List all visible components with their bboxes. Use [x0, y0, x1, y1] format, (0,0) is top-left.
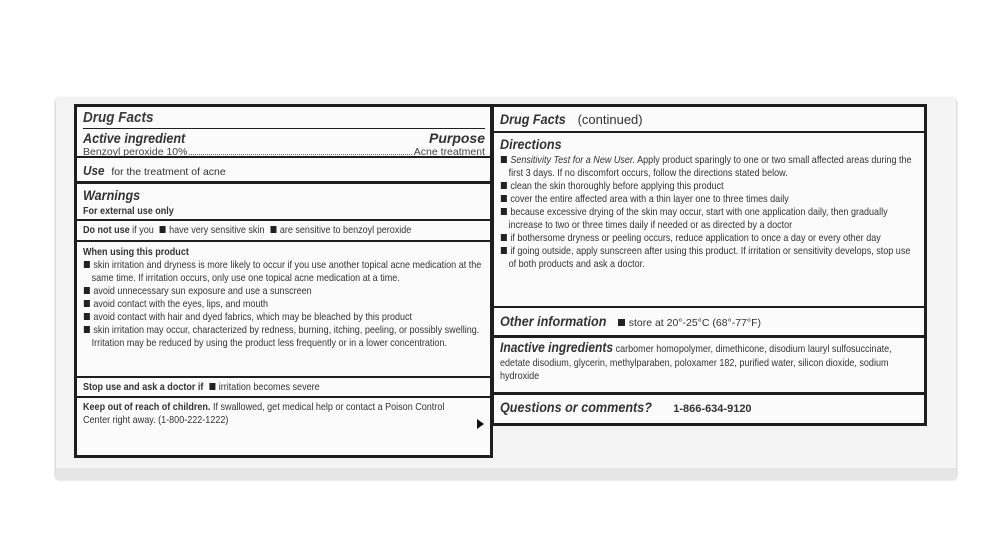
list-item: Sensitivity Test for a New User. Apply product sparingly to one or two small affected areas during the first 3 days. If no discomfort occurs, follow the directions stated below.	[500, 154, 918, 180]
do-not-use-section	[77, 221, 490, 242]
ingredient-purpose: Acne treatment	[413, 146, 485, 158]
keep-out-section	[77, 398, 490, 434]
list-item: avoid contact with the eyes, lips, and mouth	[83, 298, 484, 311]
list-item: skin irritation may occur, characterized by redness, burning, itching, peeling, or possibly swelling. Irritation may be reduced by using the product less frequently or in a lower concentration.	[83, 324, 484, 350]
ingredient-row	[83, 146, 485, 158]
bullet-icon	[501, 247, 507, 254]
list-item: skin irritation and dryness is more likely to occur if you use another topical acne medication at the same time. If irritation occurs, only use one topical acne medication at a time.	[83, 259, 484, 285]
use-text: for the treatment of acne	[111, 166, 226, 178]
bullet-icon	[501, 182, 507, 189]
drug-facts-continued-header	[494, 107, 924, 133]
purpose-heading: Purpose	[428, 130, 485, 146]
carton-bottom-edge	[56, 468, 956, 480]
bullet-icon	[618, 319, 625, 326]
other-information-section	[494, 308, 924, 338]
warnings-section	[77, 184, 490, 221]
stop-use-section	[77, 378, 490, 398]
when-using-heading: When using this product	[83, 246, 189, 258]
bullet-icon	[84, 326, 90, 333]
warnings-heading: Warnings	[83, 187, 141, 203]
do-not-use-label: Do not use	[83, 224, 130, 236]
keep-out-label: Keep out of reach of children.	[83, 401, 211, 413]
drug-facts-panel-right	[491, 104, 927, 426]
use-section	[77, 158, 490, 184]
continued-label: (continued)	[577, 112, 643, 127]
questions-section	[494, 395, 924, 421]
directions-section	[494, 133, 924, 308]
drug-facts-title: Drug Facts	[500, 111, 566, 127]
bullet-icon	[84, 261, 90, 268]
storage-text: store at 20°-25°C (68°-77°F)	[628, 317, 762, 329]
use-heading: Use	[83, 163, 105, 178]
do-not-use-item: have very sensitive skin	[169, 224, 265, 236]
stop-use-item: irritation becomes severe	[218, 381, 320, 393]
questions-phone: 1-866-634-9120	[673, 403, 752, 415]
list-item: because excessive drying of the skin may occur, start with one application daily, then gradually increase to two or three times daily if needed or as directed by a doctor	[500, 206, 918, 232]
bullet-icon	[501, 234, 507, 241]
active-ingredient-heading: Active ingredient	[83, 130, 186, 146]
bullet-icon	[160, 226, 166, 233]
when-using-section	[77, 242, 490, 378]
bullet-icon	[501, 195, 507, 202]
questions-heading: Questions or comments?	[500, 399, 652, 415]
drug-facts-panel-left	[74, 104, 493, 458]
ingredient-name: Benzoyl peroxide 10%	[83, 146, 188, 158]
bullet-icon	[84, 313, 90, 320]
directions-heading: Directions	[500, 136, 562, 152]
external-use-text: For external use only	[83, 205, 174, 217]
list-item: avoid unnecessary sun exposure and use a sunscreen	[83, 285, 484, 298]
inactive-ingredients-heading: Inactive ingredients	[500, 339, 614, 355]
bullet-icon	[209, 383, 215, 390]
bullet-icon	[84, 300, 90, 307]
do-not-use-if: if you	[132, 224, 154, 236]
other-information-heading: Other information	[500, 313, 607, 329]
keep-out-text: If swallowed, get medical help or contact a Poison Control Center right away. (1-800-222-1222)	[83, 401, 445, 426]
continue-arrow-icon	[477, 419, 484, 429]
bullet-icon	[270, 226, 276, 233]
list-item: if bothersome dryness or peeling occurs, reduce application to once a day or every other day	[500, 232, 918, 245]
list-item: if going outside, apply sunscreen after using this product. If irritation or sensitivity develops, stop use of both products and ask a doctor.	[500, 245, 918, 271]
do-not-use-item: are sensitive to benzoyl peroxide	[279, 224, 412, 236]
bullet-icon	[501, 156, 507, 163]
list-item: cover the entire affected area with a thin layer one to three times daily	[500, 193, 918, 206]
bullet-icon	[84, 287, 90, 294]
stop-use-label: Stop use and ask a doctor if	[83, 381, 204, 393]
bullet-icon	[501, 208, 507, 215]
drug-facts-title: Drug Facts	[83, 109, 154, 126]
active-ingredient-section	[77, 107, 490, 158]
list-item: clean the skin thoroughly before applying this product	[500, 180, 918, 193]
list-item: avoid contact with hair and dyed fabrics, which may be bleached by this product	[83, 311, 484, 324]
inactive-ingredients-section	[494, 338, 924, 395]
inactive-ingredients-text: carbomer homopolymer, dimethicone, disodium lauryl sulfosuccinate, edetate disodium, glycerin, methylparaben, poloxamer 182, purified water, silicon dioxide, sodium hydroxide	[500, 343, 892, 382]
